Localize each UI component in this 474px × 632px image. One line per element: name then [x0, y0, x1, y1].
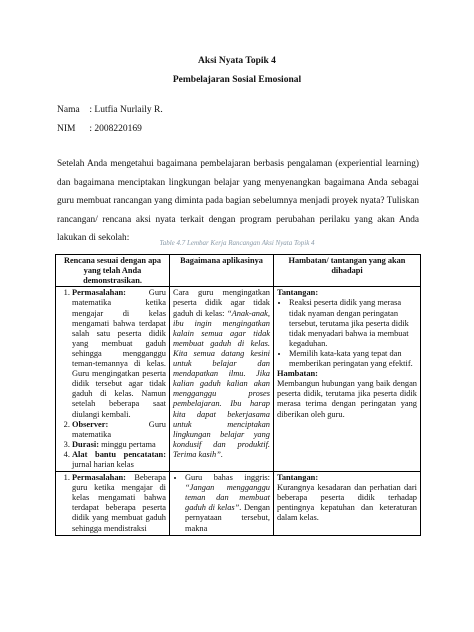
action-plan-table — [55, 254, 421, 536]
plan-list — [59, 473, 166, 534]
name-line — [57, 105, 163, 115]
application-quote: “Anak-anak, ibu ingin mengingatkan kalain semua agar tidak membuat gaduh di kelas. Kita semua datang kesini untuk belajar dan mendapatkan ilmu. Jika kalian gaduh kalian akan mengganggu proses pembelajaran. Ibu harap kita dapat bekerjasama untuk menciptakan lingkungan belajar yang kondusif dan produktif. Terima kasih”. — [173, 308, 270, 459]
list-item: 1. Permasalahan: Beberapa guru ketika mengajar di kelas mengamati bahwa terdapat beberapa peserta didik yang membuat gaduh sehingga mendistraksi — [72, 473, 166, 534]
name-label: Nama — [57, 105, 80, 115]
plan-list — [59, 288, 166, 470]
list-item: • Reaksi peserta didik yang merasa tidak nyaman dengan peringatan tersebut, terutama jika peserta didik tidak menyadari bahwa ia membuat kegaduhan. — [289, 298, 417, 348]
list-item: 2. Observer: Guru matematika — [72, 420, 166, 440]
application-list — [173, 473, 270, 534]
cell-application — [170, 472, 274, 536]
header-challenge: Hambatan/ tantangan yang akan dihadapi — [274, 255, 421, 287]
nim-label: NIM — [57, 124, 76, 134]
list-item: • Guru bahas inggris: “Jangan mengganggu teman dan membuat gaduh di kelas”. Dengan pernyataan tersebut, makna — [185, 473, 270, 534]
cell-plan — [56, 472, 170, 536]
cell-application — [170, 287, 274, 472]
obstacle-text: Membangun hubungan yang baik dengan peserta didik, terutama jika peserta didik merasa terima dengan peringatan yang diberikan oleh guru. — [277, 379, 417, 419]
cell-plan — [56, 287, 170, 472]
list-item: 1. Permasalahan: Guru matematika ketika mengajar di kelas mengamati bahwa terdapat salah satu peserta didik yang membuat gaduh sehingga mengganggu teman-temannya di kelas. Guru mengingatkan peserta didik tersebut agar tidak gaduh di kelas. Namun setelah beberapa saat diulangi kembali. — [72, 288, 166, 419]
cell-challenge — [274, 287, 421, 472]
instruction-paragraph: Setelah Anda mengetahui bagaimana pembelajaran berbasis pengalaman (experiential learning) dan bagaimana menciptakan lingkungan belajar yang menyenangkan bagaimana Anda sebagai guru membuat rancangan yang diminta pada bagian sebelumnya menjadi proyek nyata? Tuliskan rancangan/ rencana aksi nyata terkait dengan program perubahan perilaku yang akan Anda lakukan di sekolah: — [57, 159, 419, 244]
application-intro: Cara guru mengingatkan peserta didik agar tidak gaduh di kelas: — [173, 288, 270, 318]
challenge-label: Tantangan: — [277, 473, 319, 483]
table-header-row — [56, 255, 421, 287]
table-row — [56, 287, 421, 472]
nim-line — [57, 124, 142, 134]
document-title: Aksi Nyata Topik 4 — [198, 56, 276, 66]
list-item: • Memilih kata-kata yang tepat dan memberikan peringatan yang efektif. — [289, 349, 417, 369]
obstacle-label: Hambatan: — [277, 369, 318, 379]
cell-challenge — [274, 472, 421, 536]
challenge-list — [277, 298, 417, 369]
name-value: : Lutfia Nurlaily R. — [89, 105, 163, 115]
list-item: 4. Alat bantu pencatatan: jurnal harian kelas — [72, 450, 166, 470]
table-row — [56, 472, 421, 536]
nim-value: : 2008220169 — [89, 124, 142, 134]
header-application: Bagaimana aplikasinya — [170, 255, 274, 287]
document-subtitle: Pembelajaran Sosial Emosional — [172, 75, 302, 85]
header-plan: Rencana sesuai dengan apa yang telah Anda demonstrasikan. — [56, 255, 170, 287]
challenge-label: Tantangan: — [277, 288, 319, 298]
table-caption: Table 4.7 Lembar Kerja Rancangan Aksi Nyata Topik 4 — [159, 239, 315, 247]
challenge-text: Kurangnya kesadaran dan perhatian dari beberapa peserta didik terhadap pentingnya kepatuhan dan keteraturan dalam kelas. — [277, 483, 417, 523]
list-item: 3. Durasi: minggu pertama — [72, 440, 166, 450]
